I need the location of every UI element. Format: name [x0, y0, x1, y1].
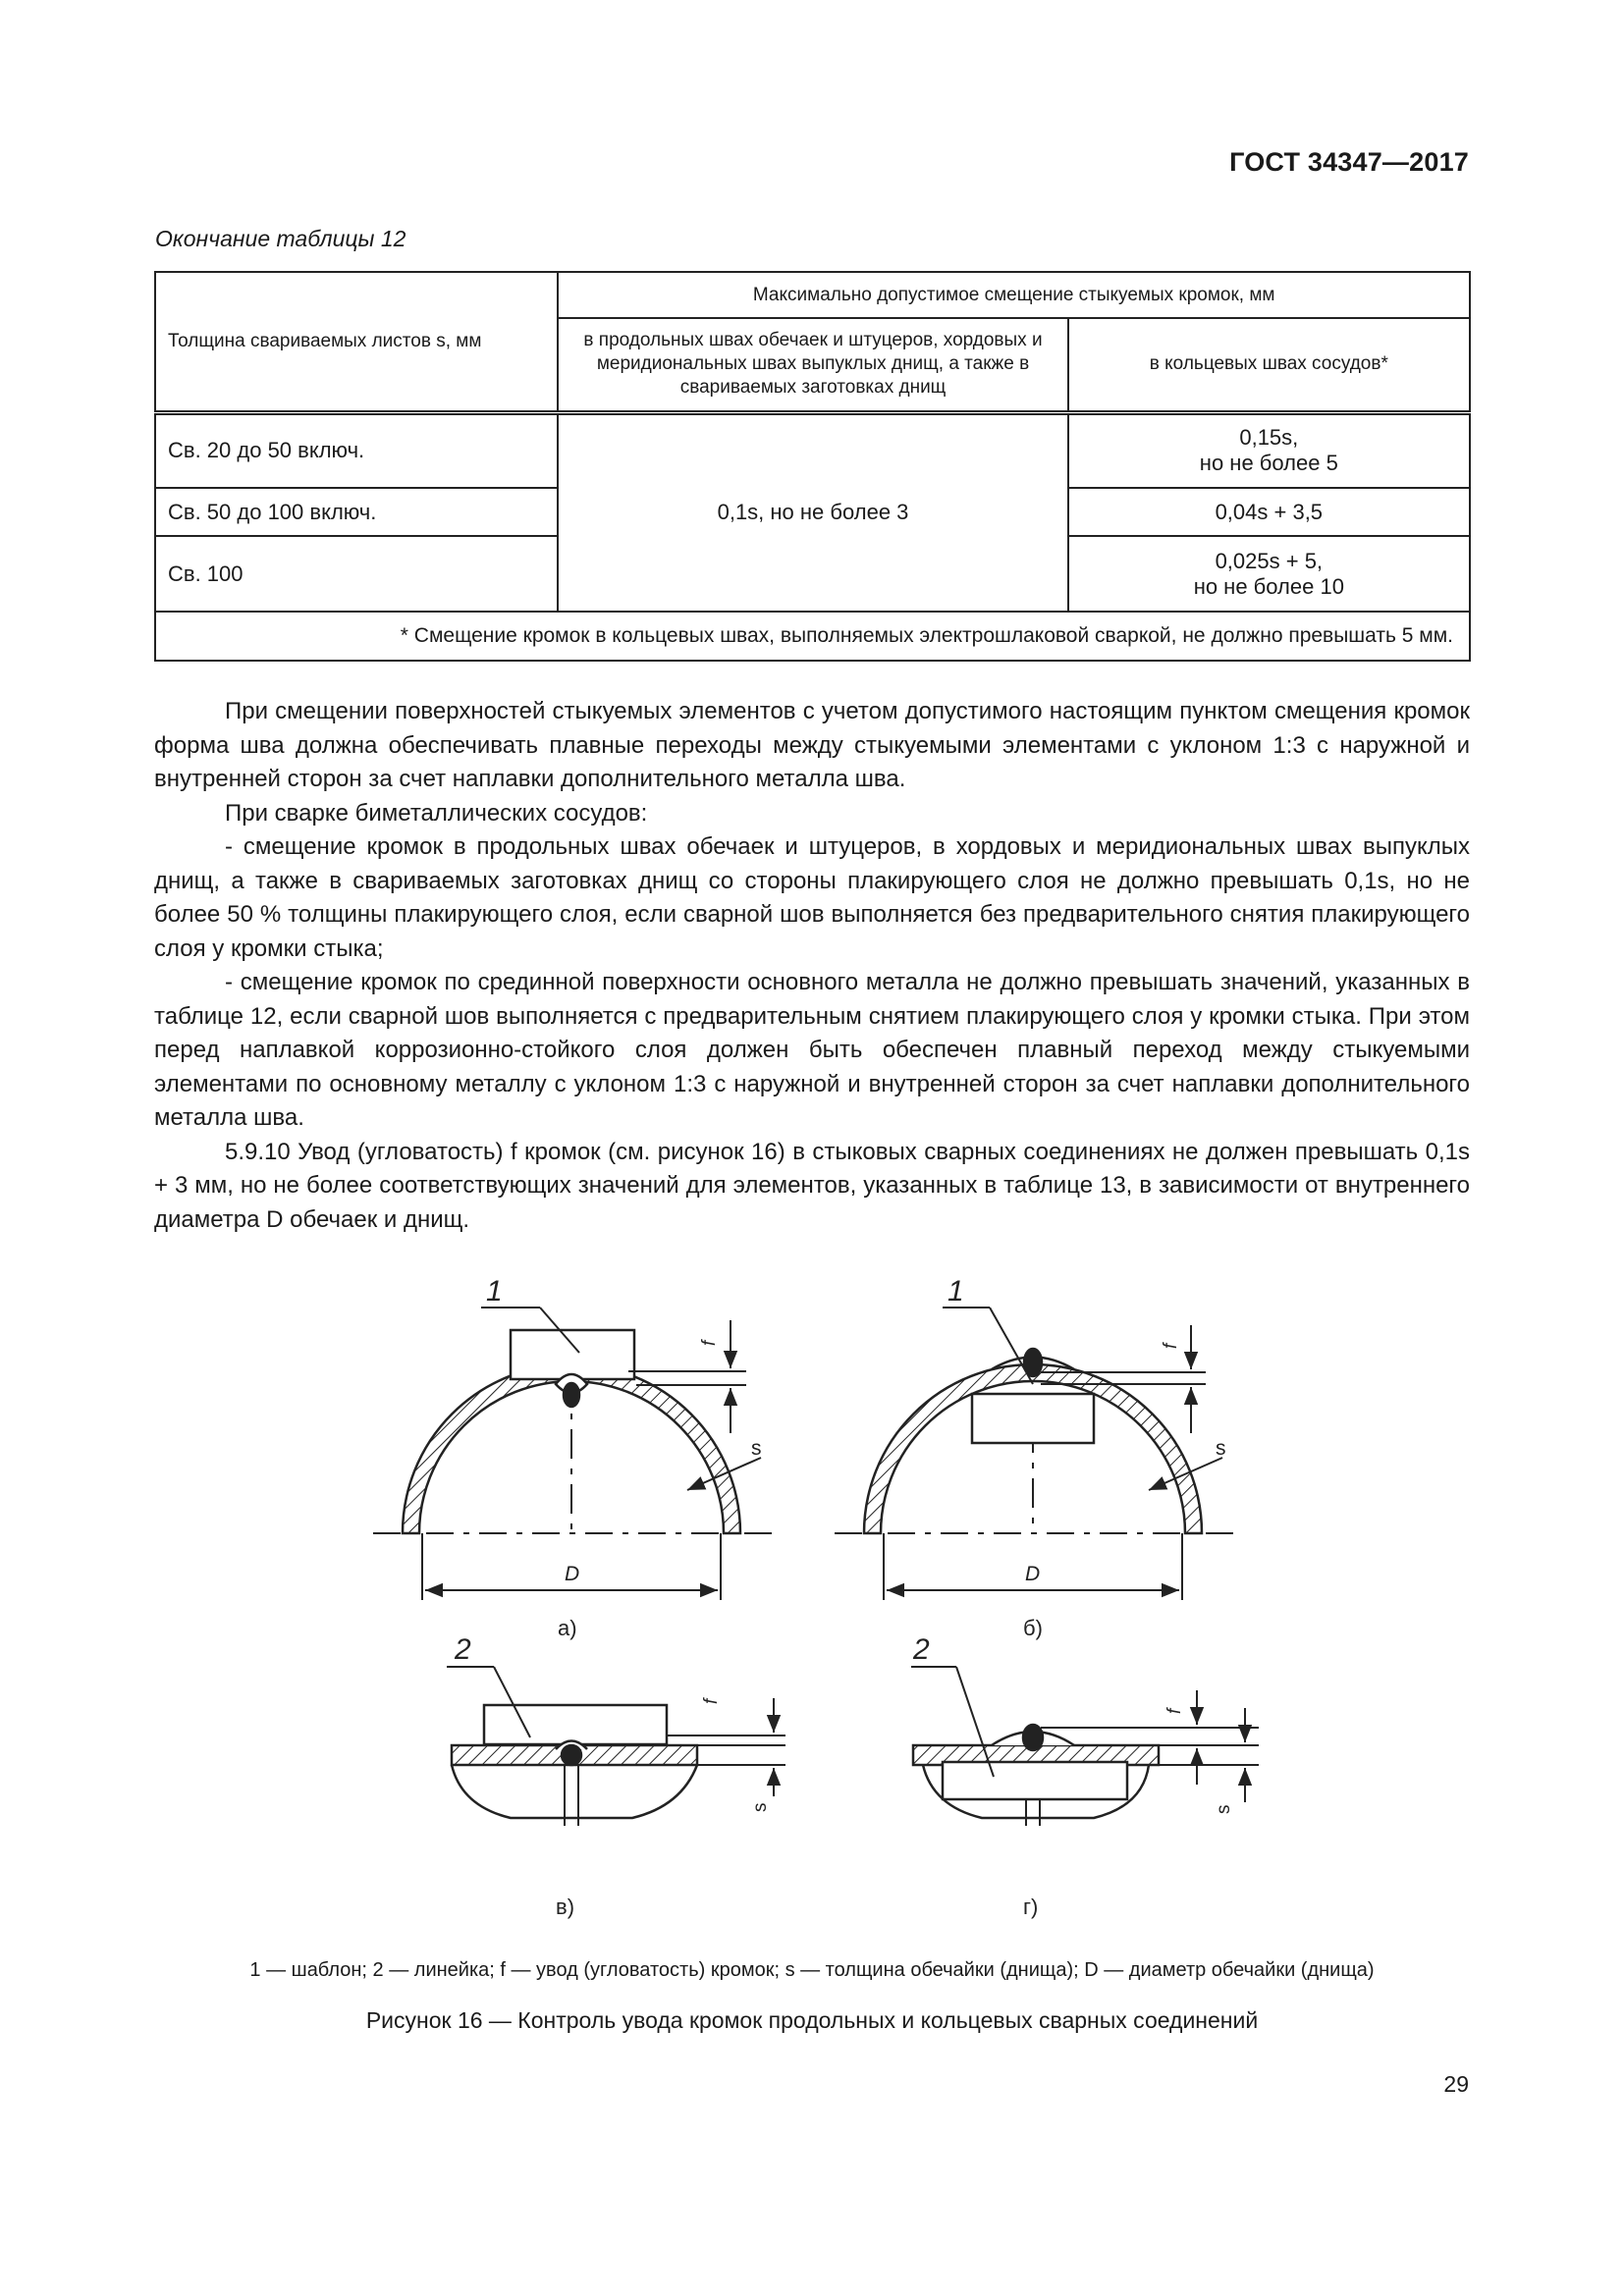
figure-title: Рисунок 16 — Контроль увода кромок продольных и кольцевых сварных соединений: [365, 2007, 1259, 2033]
paragraph: - смещение кромок в продольных швах обечаек и штуцеров, в хордовых и меридиональных швах выпуклых днищ, а также в свариваемых заготовках днищ со стороны плакирующего слоя не должно превышать 0,1s, но не более 50 % толщины плакирующего слоя, если сварной шов выполняется без предварительного снятия плакирующего слоя у кромки стыка;: [154, 833, 1470, 962]
label-D: D: [565, 1563, 580, 1585]
header-circumferential: в кольцевых швах сосудов*: [1068, 318, 1470, 412]
row-thickness: Св. 50 до 100 включ.: [155, 488, 558, 536]
label-f: f: [1161, 1343, 1181, 1349]
label-D: D: [1025, 1563, 1041, 1585]
paragraph: 5.9.10 Увод (угловатость) f кромок (см. рисунок 16) в стыковых сварных соединениях не должен превышать 0,1s + 3 мм, но не более соответствующих значений для элементов, указанных в таблице 13, в зависимости от внутреннего диаметра D обечаек и днищ.: [154, 1138, 1470, 1233]
document-id: ГОСТ 34347—2017: [1229, 147, 1469, 177]
table-caption: Окончание таблицы 12: [155, 226, 406, 251]
row-thickness: Св. 100: [155, 536, 558, 612]
label-s: s: [1216, 1437, 1226, 1460]
label-f: f: [1164, 1708, 1185, 1714]
label-s: s: [1214, 1804, 1234, 1814]
subfigure-v: [447, 1667, 785, 1826]
caption-a: а): [558, 1616, 577, 1640]
header-max-offset: Максимально допустимое смещение стыкуемых кромок, мм: [558, 272, 1470, 318]
caption-v: в): [556, 1895, 575, 1919]
row-thickness: Св. 20 до 50 включ.: [155, 412, 558, 488]
subfigure-b: [835, 1308, 1237, 1600]
label-ruler: 2: [913, 1633, 930, 1666]
subfigure-a: [373, 1308, 776, 1600]
body-text: [154, 695, 1470, 1237]
label-f: f: [699, 1340, 720, 1346]
table-footnote: * Смещение кромок в кольцевых швах, выполняемых электрошлаковой сваркой, не должно превышать 5 мм.: [155, 612, 1470, 661]
paragraph: При смещении поверхностей стыкуемых элементов с учетом допустимого настоящим пунктом смещения кромок форма шва должна обеспечивать плавные переходы между стыкуемыми элементами с уклоном 1:3 с наружной и внутренней сторон за счет наплавки дополнительного металла шва.: [154, 698, 1470, 792]
label-ruler: 2: [455, 1633, 471, 1666]
label-s: s: [751, 1437, 762, 1460]
label-f: f: [701, 1698, 722, 1704]
page-number: 29: [1443, 2071, 1469, 2097]
figure-legend: 1 — шаблон; 2 — линейка; f — увод (угловатость) кромок; s — толщина обечайки (днища); D — диаметр обечайки (днища): [249, 1959, 1375, 1981]
header-longitudinal: в продольных швах обечаек и штуцеров, хордовых и меридиональных швах выпуклых днищ, а также в свариваемых заготовках днищ: [558, 318, 1067, 412]
subfigure-g: [911, 1667, 1259, 1826]
table-12: [154, 271, 1471, 662]
label-s: s: [750, 1802, 771, 1812]
label-template: 1: [486, 1275, 503, 1308]
longitudinal-value: 0,1s, но не более 3: [558, 412, 1067, 612]
row-ring-value: 0,025s + 5, но не более 10: [1068, 536, 1470, 612]
caption-g: г): [1023, 1895, 1039, 1919]
paragraph: - смещение кромок по срединной поверхности основного металла не должно превышать значений, указанных в таблице 12, если сварной шов выполняется с предварительным снятием плакирующего слоя у кромки стыка. При этом перед наплавкой коррозионно-стойкого слоя должен быть обеспечен плавный переход между стыкуемыми элементами по основному металлу с уклоном 1:3 с наружной и внутренней сторон за счет наплавки дополнительного металла шва.: [154, 969, 1470, 1131]
caption-b: б): [1023, 1616, 1043, 1640]
row-ring-value: 0,15s, но не более 5: [1068, 412, 1470, 488]
row-ring-value: 0,04s + 3,5: [1068, 488, 1470, 536]
label-template: 1: [947, 1275, 964, 1308]
figure-16: [0, 1247, 1624, 1953]
header-thickness: Толщина свариваемых листов s, мм: [155, 272, 558, 412]
paragraph: При сварке биметаллических сосудов:: [225, 799, 648, 827]
